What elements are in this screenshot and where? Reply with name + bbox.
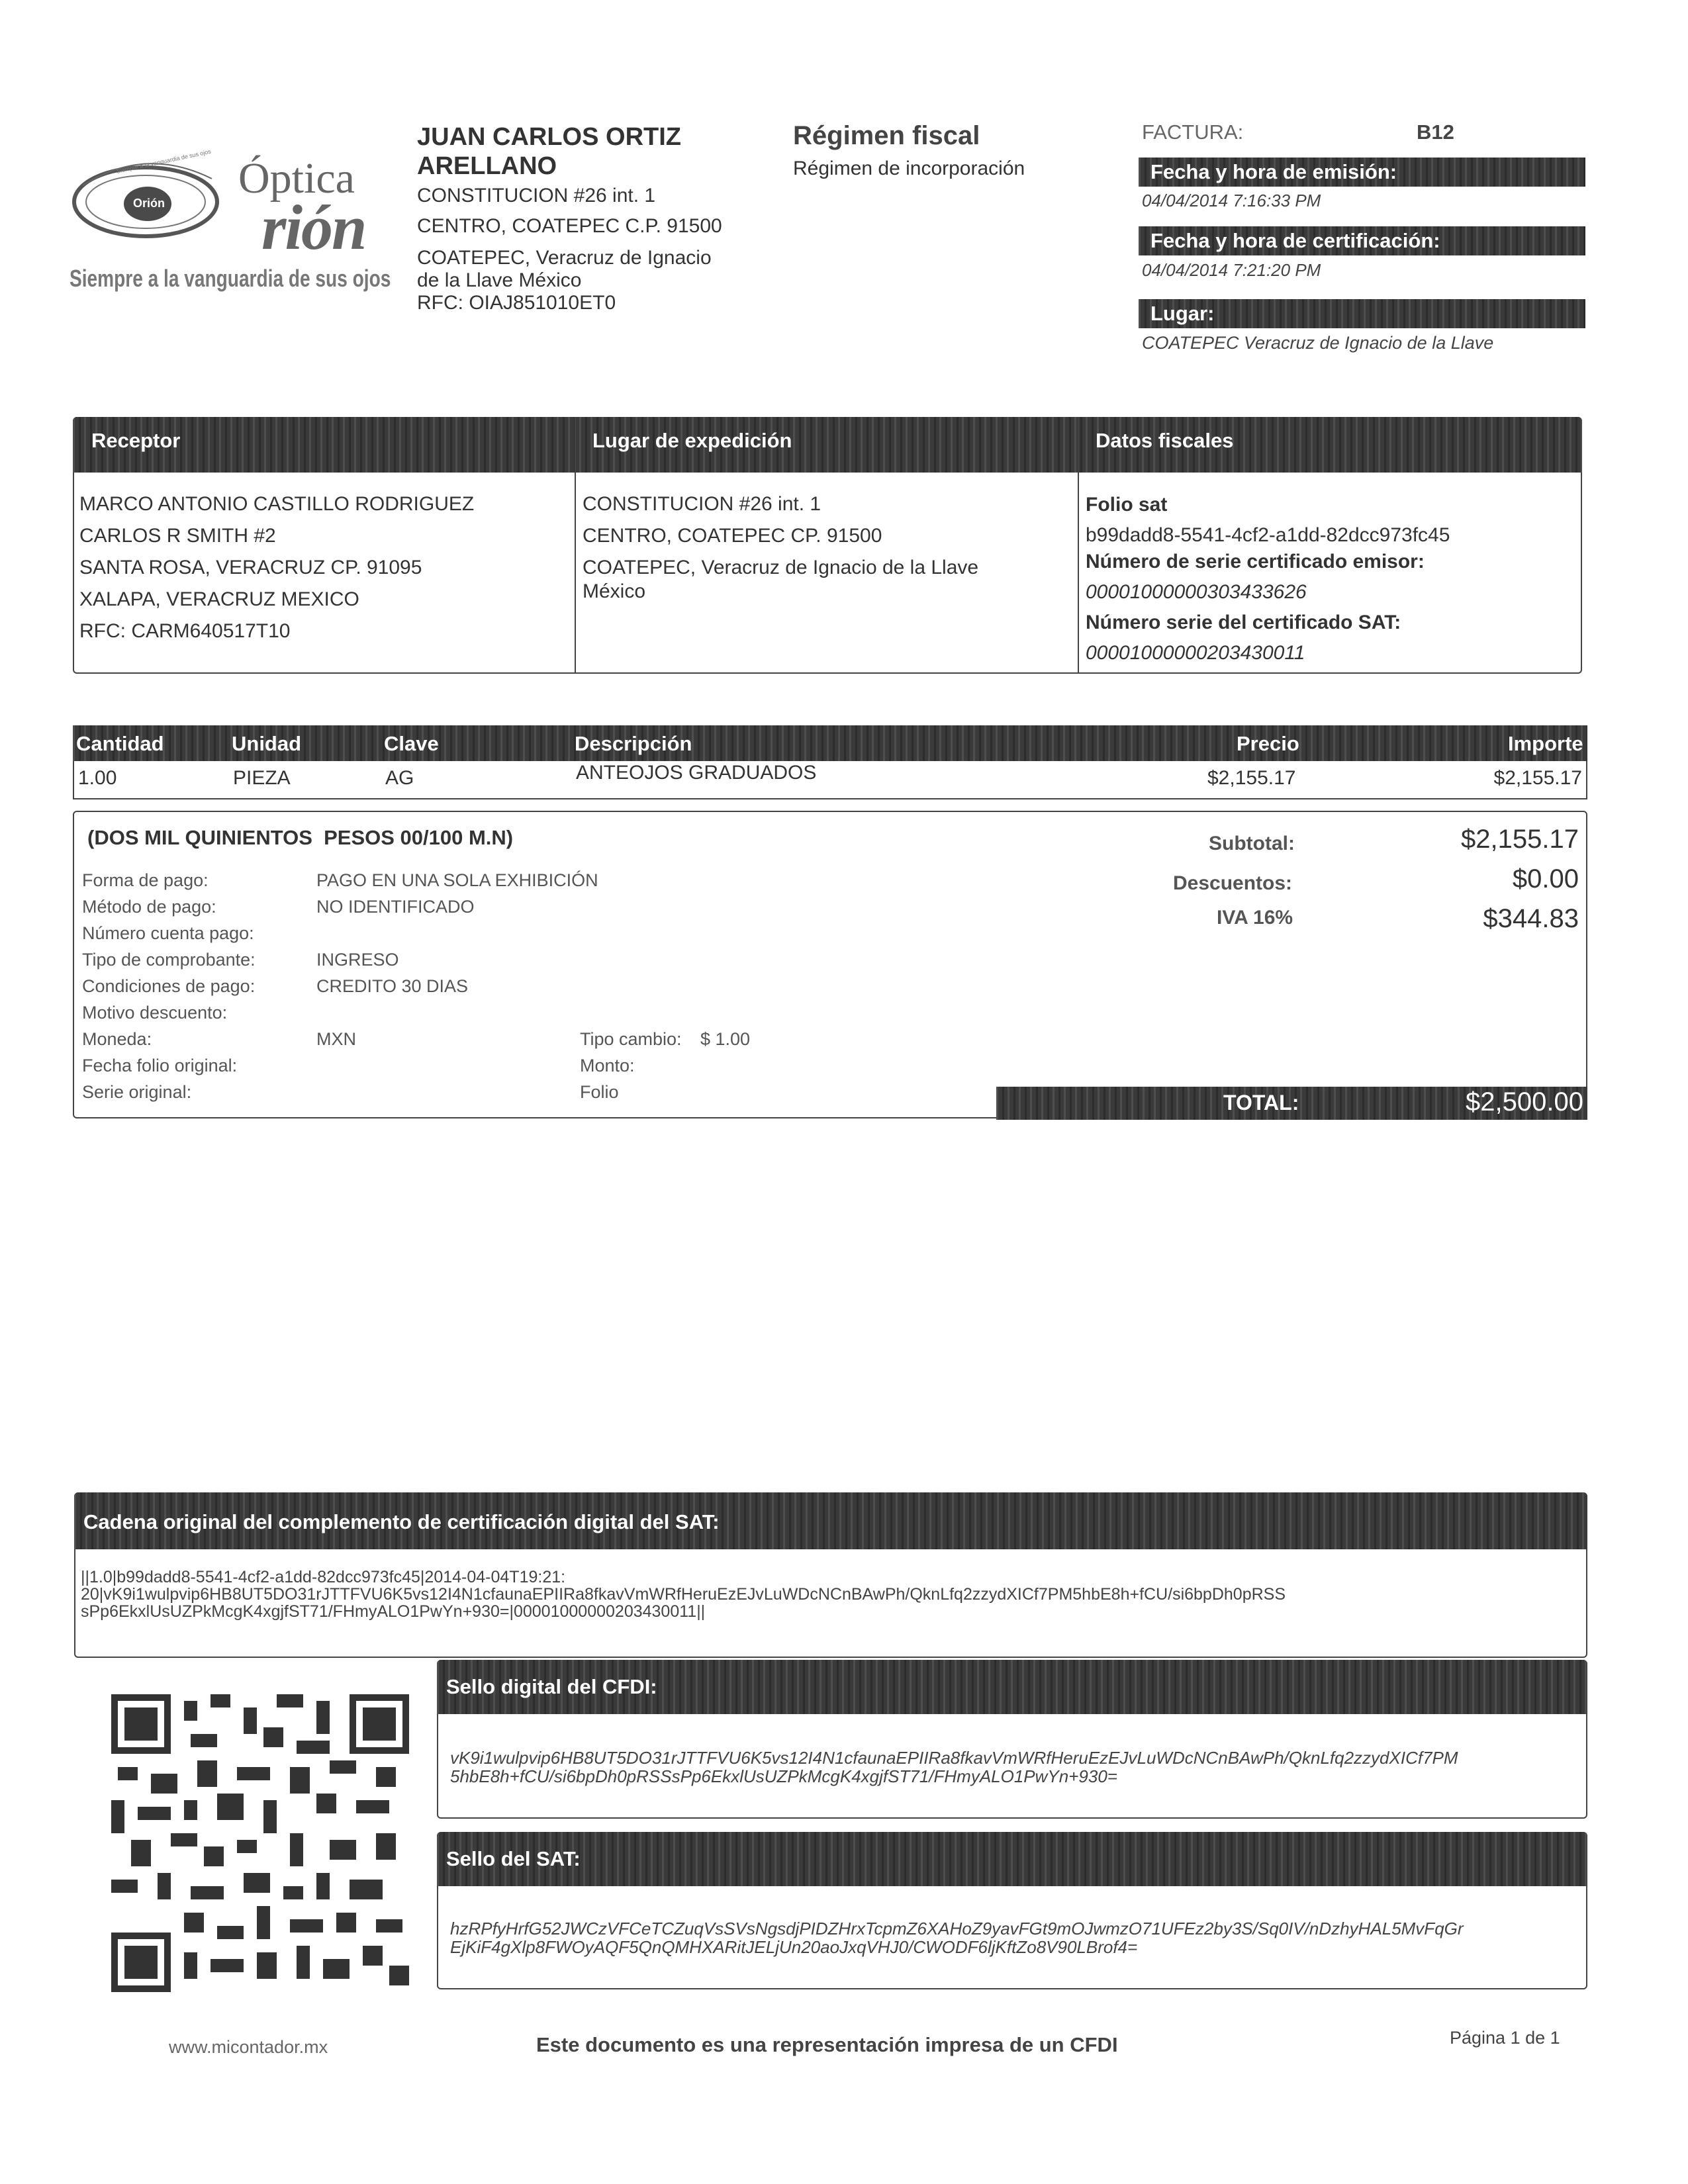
table-row (73, 761, 1587, 799)
subtotal-value: $2,155.17 (1461, 825, 1579, 854)
sello-cfdi-header: Sello digital del CFDI: (437, 1660, 1587, 1714)
logo-arc-text: Siempre a la vanguardia de sus ojos (116, 148, 212, 175)
receptor-header: Receptor (91, 429, 181, 452)
logo-badge: Orión (133, 197, 165, 210)
motivo-descuento-value (316, 999, 598, 1026)
certificacion-value: 04/04/2014 7:21:20 PM (1142, 260, 1321, 280)
col-clave-header: Clave (384, 732, 439, 755)
col-descripcion-header: Descripción (575, 732, 692, 755)
footer-notice: Este documento es una representación impresa de un CFDI (536, 2033, 1118, 2056)
col-precio-header: Precio (1237, 732, 1299, 755)
fiscales-header: Datos fiscales (1096, 429, 1234, 452)
cert-sat-label: Número serie del certificado SAT: (1086, 612, 1401, 633)
footer-website[interactable]: www.micontador.mx (169, 2037, 328, 2057)
row-precio: $2,155.17 (1207, 767, 1296, 789)
tipo-comprobante-label: Tipo de comprobante: (82, 950, 256, 970)
motivo-descuento-label: Motivo descuento: (82, 1003, 228, 1023)
issuer-address-2: CENTRO, COATEPEC C.P. 91500 (417, 215, 722, 237)
cert-emisor-label: Número de serie certificado emisor: (1086, 551, 1425, 572)
certificacion-header: Fecha y hora de certificación: (1139, 226, 1585, 255)
folio-original-label: Folio (580, 1082, 619, 1102)
row-descripcion: ANTEOJOS GRADUADOS (576, 762, 817, 784)
expedicion-city: COATEPEC, Veracruz de Ignacio de la Llave (583, 557, 979, 578)
tipo-comprobante-value: INGRESO (316, 950, 399, 970)
expedicion-header: Lugar de expedición (592, 429, 792, 452)
iva-label: IVA 16% (1217, 907, 1293, 929)
factura-value: B12 (1417, 120, 1454, 144)
cadena-text (81, 1569, 1286, 1620)
qr-code-icon (111, 1694, 409, 1992)
receptor-city: XALAPA, VERACRUZ MEXICO (79, 588, 359, 610)
cert-emisor-value: 00001000000303433626 (1086, 581, 1307, 603)
moneda-label: Moneda: (82, 1029, 152, 1049)
issuer-block (417, 122, 774, 314)
col-cantidad-header: Cantidad (76, 732, 164, 755)
cadena-line-1: ||1.0|b99dadd8-5541-4cf2-a1dd-82dcc973fc45|2014-04-04T19:21: (81, 1568, 566, 1586)
payment-details (82, 867, 256, 1105)
cert-sat-value: 00001000000203430011 (1086, 642, 1305, 664)
summary-box (73, 811, 1587, 1118)
logo-name: rión (261, 192, 366, 263)
cuenta-pago-value (316, 920, 598, 946)
tipo-cambio-value: $ 1.00 (700, 1029, 751, 1049)
cadena-line-2: 20|vK9i1wulpvip6HB8UT5DO31rJTTFVU6K5vs12I4N1cfaunaEPIIRa8fkavVmWRfHeruEzEJvLuWDcNCnBAwPh/QknLfq2zzydXICf7PM5hbE8h+fCU/si6bpDh0pRSS (81, 1585, 1286, 1604)
issuer-address-3: COATEPEC, Veracruz de Ignacio (417, 247, 712, 269)
forma-pago-value: PAGO EN UNA SOLA EXHIBICIÓN (316, 870, 598, 890)
sello-sat-text (450, 1919, 1464, 1956)
row-cantidad: 1.00 (78, 767, 117, 789)
issuer-rfc: RFC: OIAJ851010ET0 (417, 292, 616, 314)
expedicion-colonia: CENTRO, COATEPEC CP. 91500 (583, 525, 882, 547)
tipo-cambio-label: Tipo cambio: (580, 1029, 682, 1049)
issuer-address-1: CONSTITUCION #26 int. 1 (417, 185, 656, 206)
expedicion-street: CONSTITUCION #26 int. 1 (583, 493, 821, 515)
parties-divider-2 (1078, 417, 1079, 674)
emision-header: Fecha y hora de emisión: (1139, 158, 1585, 187)
condiciones-pago-label: Condiciones de pago: (82, 976, 256, 996)
fiscales-block (1086, 490, 1450, 668)
amount-in-words: (DOS MIL QUINIENTOS PESOS 00/100 M.N) (87, 826, 514, 849)
folio-value: b99dadd8-5541-4cf2-a1dd-82dcc973fc45 (1086, 524, 1450, 546)
lugar-header: Lugar: (1139, 299, 1585, 328)
receptor-colonia: SANTA ROSA, VERACRUZ CP. 91095 (79, 557, 422, 578)
issuer-address-4: de la Llave México (417, 269, 582, 291)
issuer-name-line2: ARELLANO (417, 152, 557, 180)
emision-value: 04/04/2014 7:16:33 PM (1142, 191, 1321, 210)
col-unidad-header: Unidad (232, 732, 302, 755)
receptor-street: CARLOS R SMITH #2 (79, 525, 276, 547)
sello-sat-header: Sello del SAT: (437, 1832, 1587, 1886)
monto-label: Monto: (580, 1056, 635, 1075)
sello-cfdi-line-1: vK9i1wulpvip6HB8UT5DO31rJTTFVU6K5vs12I4N1cfaunaEPIIRa8fkavVmWRfHeruEzEJvLuWDcNCnBAwPh/QknLfq2zzydXICf7PM (450, 1748, 1458, 1768)
payment-values (316, 867, 598, 1105)
row-clave: AG (385, 767, 414, 789)
iva-value: $344.83 (1483, 904, 1579, 933)
regimen-block (793, 121, 1025, 180)
descuentos-label: Descuentos: (1173, 872, 1293, 894)
fecha-folio-label: Fecha folio original: (82, 1056, 238, 1075)
row-unidad: PIEZA (233, 767, 291, 789)
total-value: $2,500.00 (1466, 1087, 1583, 1116)
metodo-pago-value: NO IDENTIFICADO (316, 897, 475, 917)
forma-pago-label: Forma de pago: (82, 870, 209, 890)
fecha-folio-value (316, 1052, 598, 1079)
expedicion-country: México (583, 580, 646, 602)
subtotal-label: Subtotal: (1209, 833, 1295, 854)
row-importe: $2,155.17 (1493, 767, 1582, 789)
folio-label: Folio sat (1086, 494, 1168, 516)
total-label: TOTAL: (1223, 1091, 1299, 1115)
descuentos-value: $0.00 (1512, 864, 1579, 893)
logo-brand: Óptica (238, 154, 355, 203)
lugar-value: COATEPEC Veracruz de Ignacio de la Llave (1142, 333, 1494, 353)
sello-cfdi-line-2: 5hbE8h+fCU/si6bpDh0pRSSsPp6EkxlUsUZPkMcgK4xgjfST71/FHmyALO1PwYn+930= (450, 1766, 1117, 1786)
parties-divider-1 (575, 417, 576, 674)
receptor-rfc: RFC: CARM640517T10 (79, 620, 291, 642)
moneda-value: MXN (316, 1029, 356, 1049)
sello-cfdi-text (450, 1749, 1458, 1786)
company-logo (70, 139, 404, 298)
cadena-header: Cadena original del complemento de certificación digital del SAT: (74, 1492, 1587, 1549)
receptor-name: MARCO ANTONIO CASTILLO RODRIGUEZ (79, 493, 475, 515)
receptor-block (79, 488, 474, 647)
sello-sat-line-1: hzRPfyHrfG52JWCzVFCeTCZuqVsSVsNgsdjPIDZHrxTcpmZ6XAHoZ9yavFGt9mOJwmzO71UFEz2by3S/Sq0IV/nDzhyHAL5MvFqGr (450, 1919, 1464, 1938)
issuer-name-line1: JUAN CARLOS ORTIZ (417, 123, 681, 151)
condiciones-pago-value: CREDITO 30 DIAS (316, 976, 469, 996)
regimen-value: Régimen de incorporación (793, 158, 1025, 179)
regimen-title: Régimen fiscal (793, 121, 980, 150)
parties-header-bar (73, 417, 1582, 473)
metodo-pago-label: Método de pago: (82, 897, 216, 917)
logo-slogan: Siempre a la vanguardia de sus ojos (70, 265, 391, 292)
page-number: Página 1 de 1 (1450, 2028, 1560, 2048)
serie-original-value (316, 1079, 598, 1105)
cuenta-pago-label: Número cuenta pago: (82, 923, 254, 943)
col-importe-header: Importe (1508, 732, 1583, 755)
expedicion-block (583, 488, 978, 604)
cadena-line-3: sPp6EkxlUsUZPkMcgK4xgjfST71/FHmyALO1PwYn+930=|00001000000203430011|| (81, 1602, 706, 1621)
factura-label: FACTURA: (1142, 120, 1244, 144)
serie-original-label: Serie original: (82, 1082, 192, 1102)
sello-sat-line-2: EjKiF4gXlp8FWOyAQF5QnQMHXARitJELjUn20aoJxqVHJ0/CWODF6ljKftZo8V90LBrof4= (450, 1937, 1138, 1957)
